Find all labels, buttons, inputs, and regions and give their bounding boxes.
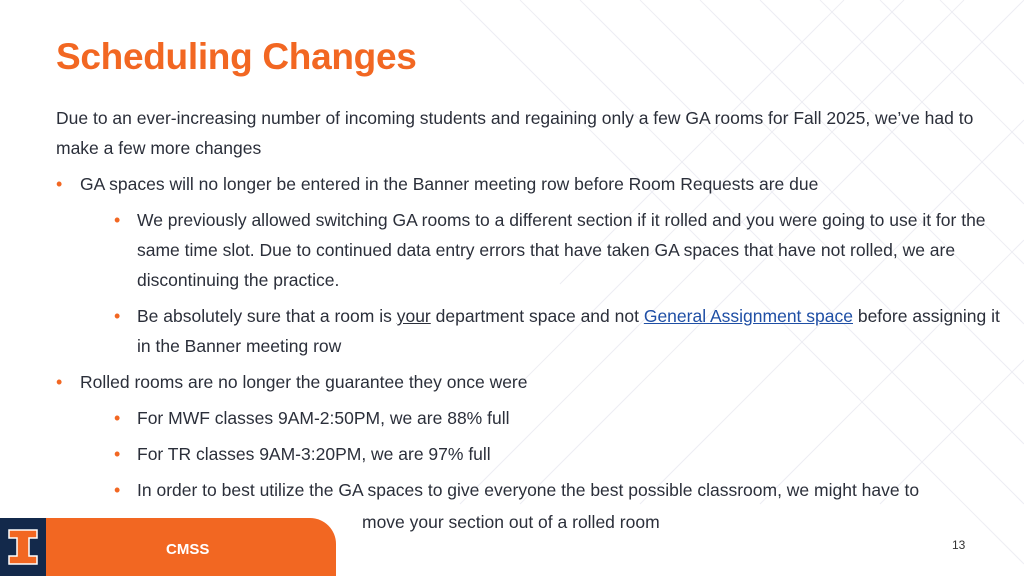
bullet-text: For MWF classes 9AM-2:50PM, we are 88% full [137,408,510,428]
sub-bullet-be-sure [56,301,1016,361]
bullet-dot-icon: • [114,306,121,326]
your-underlined: your [396,306,431,326]
bullet-text: For TR classes 9AM-3:20PM, we are 97% full [137,444,491,464]
bullet-text: In order to best utilize the GA spaces to give everyone the best possible classroom, we might have to [137,480,920,500]
bullet-text-a: Be absolutely sure that a room is [137,306,397,326]
bullet-dot-icon: • [114,408,121,428]
page-number: 13 [952,538,966,552]
bullet-text-d: before assigning it in the Banner meeting row [137,306,1000,356]
slide-body [56,103,1016,505]
bullet-text: We previously allowed switching GA rooms to a different section if it rolled and you were going to use it for the same time slot. Due to continued data entry errors that have taken GA spaces that have not rolled, we are discontinuing the practice. [137,210,986,290]
intro-paragraph: Due to an ever-increasing number of incoming students and regaining only a few GA rooms for Fall 2025, we’ve had to make a few more changes [56,108,974,158]
sub-bullet-utilize-continued: move your section out of a rolled room [362,512,660,532]
bullet-text-c: department space and not [430,306,644,326]
page-title: Scheduling Changes [56,36,417,77]
sub-bullet-tr [56,439,1016,469]
general-assignment-link[interactable]: General Assignment space [643,306,853,326]
bullet-dot-icon: • [114,210,121,230]
bullet-dot-icon: • [56,372,63,392]
sub-bullet-mwf [56,403,1016,433]
bullet-text: Rolled rooms are no longer the guarantee they once were [80,372,528,392]
bullet-dot-icon: • [114,480,121,500]
bullet-rolled-rooms [56,367,1016,397]
block-i-logo-icon [0,518,46,576]
bullet-ga-spaces [56,169,1016,199]
footer-label: CMSS [166,541,210,558]
sub-bullet-utilize [56,475,1016,505]
bullet-dot-icon: • [114,444,121,464]
sub-bullet-switching [56,205,1016,295]
bullet-dot-icon: • [56,174,63,194]
logo-block [0,518,46,576]
bullet-text: GA spaces will no longer be entered in the Banner meeting row before Room Requests are due [80,174,819,194]
